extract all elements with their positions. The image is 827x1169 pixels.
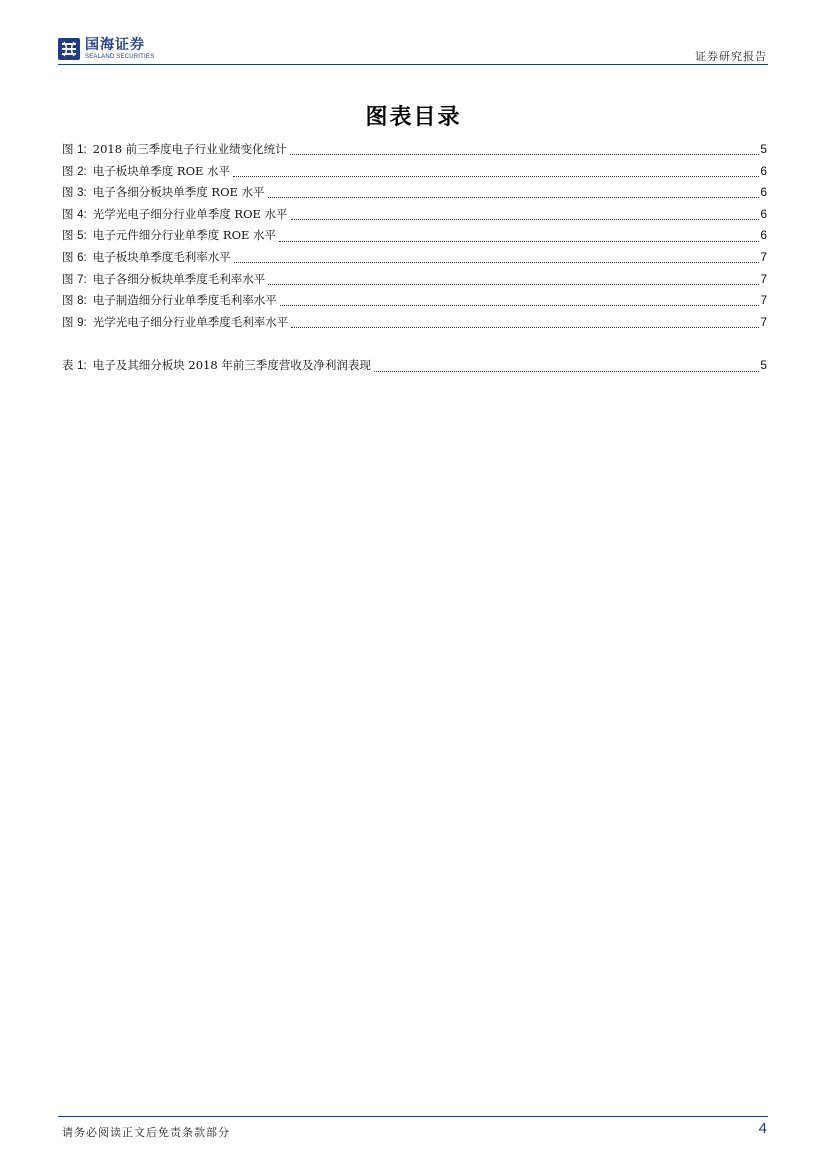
- figure-entry[interactable]: [62, 204, 767, 226]
- entry-page-number: 7: [760, 271, 767, 286]
- entry-prefix: 图: [62, 271, 74, 286]
- figure-entry[interactable]: [62, 225, 767, 247]
- entry-title: 电子制造细分行业单季度毛利率水平: [92, 293, 277, 308]
- figure-entry[interactable]: [62, 290, 767, 312]
- dot-leader: [234, 262, 760, 263]
- entry-title: 电子板块单季度毛利率水平: [92, 249, 231, 264]
- entry-prefix: 图: [62, 163, 74, 178]
- entry-page-number: 7: [760, 249, 767, 264]
- page-number: 4: [758, 1120, 767, 1137]
- entry-page-number: 6: [760, 163, 767, 178]
- dot-leader: [280, 305, 760, 306]
- figure-list: [62, 139, 767, 333]
- entry-title: 电子各细分板块单季度 ROE 水平: [92, 185, 265, 200]
- entry-number: 4:: [77, 208, 87, 221]
- figure-entry[interactable]: [62, 247, 767, 269]
- entry-label: [62, 139, 87, 162]
- entry-prefix: 图: [62, 142, 74, 156]
- report-type-label: 证券研究报告: [695, 50, 767, 63]
- logo-text: [85, 38, 154, 60]
- footer-divider: [58, 1116, 768, 1117]
- sealand-logo-icon: [58, 38, 80, 60]
- disclaimer-notice: 请务必阅读正文后免责条款部分: [62, 1126, 230, 1139]
- entry-number: 5:: [77, 230, 87, 243]
- entry-prefix: 图: [62, 185, 74, 200]
- entry-prefix: 图: [62, 206, 74, 221]
- entry-prefix: 图: [62, 228, 74, 243]
- entry-label: [62, 161, 87, 184]
- entry-label: [62, 290, 87, 313]
- section-gap: [62, 333, 767, 355]
- entry-number: 9:: [77, 316, 87, 329]
- entry-label: [62, 312, 87, 335]
- figure-entry[interactable]: [62, 269, 767, 291]
- entry-label: [62, 269, 87, 292]
- table-list: [62, 355, 767, 377]
- entry-prefix: 图: [62, 293, 74, 308]
- page-header: [0, 0, 827, 70]
- header-divider: [58, 64, 768, 65]
- entry-label: [62, 204, 87, 227]
- entry-page-number: 6: [760, 185, 767, 200]
- dot-leader: [374, 371, 759, 372]
- dot-leader: [268, 197, 760, 198]
- figure-table-of-contents: [62, 139, 767, 377]
- entry-number: 8:: [77, 295, 87, 308]
- dot-leader: [268, 284, 759, 285]
- entry-title: 电子元件细分行业单季度 ROE 水平: [92, 228, 277, 243]
- entry-page-number: 7: [760, 293, 767, 308]
- entry-page-number: 5: [760, 142, 767, 156]
- figure-entry[interactable]: [62, 312, 767, 334]
- dot-leader: [279, 241, 759, 242]
- entry-title: 光学光电子细分行业单季度 ROE 水平: [92, 206, 288, 221]
- figure-entry[interactable]: [62, 161, 767, 183]
- company-logo: [58, 37, 154, 61]
- entry-label: [62, 182, 87, 205]
- entry-label: [62, 225, 87, 248]
- entry-number: 3:: [77, 187, 87, 200]
- figure-entry[interactable]: [62, 182, 767, 204]
- entry-number: 1:: [77, 144, 87, 156]
- entry-page-number: 7: [760, 314, 767, 329]
- entry-prefix: 图: [62, 314, 74, 329]
- entry-label: [62, 355, 87, 378]
- entry-number: 6:: [77, 251, 87, 264]
- entry-prefix: 表: [62, 358, 74, 373]
- dot-leader: [291, 219, 760, 220]
- entry-title: 电子板块单季度 ROE 水平: [92, 163, 231, 178]
- logo-english-name: SEALAND SECURITIES: [85, 54, 155, 60]
- entry-number: 2:: [77, 165, 87, 178]
- entry-number: 1:: [77, 360, 87, 373]
- dot-leader: [233, 176, 759, 177]
- entry-page-number: 5: [760, 358, 767, 373]
- figure-entry[interactable]: [62, 139, 767, 161]
- entry-page-number: 6: [760, 206, 767, 221]
- entry-title: 2018 前三季度电子行业业绩变化统计: [92, 142, 287, 156]
- entry-title: 光学光电子细分行业单季度毛利率水平: [92, 314, 289, 329]
- logo-chinese-name: 国海证券: [85, 37, 145, 53]
- entry-page-number: 6: [760, 228, 767, 243]
- entry-prefix: 图: [62, 249, 74, 264]
- entry-label: [62, 247, 87, 270]
- dot-leader: [291, 327, 759, 328]
- page-title: 图表目录: [365, 104, 462, 130]
- entry-number: 7:: [77, 273, 87, 286]
- entry-title: 电子各细分板块单季度毛利率水平: [92, 271, 266, 286]
- dot-leader: [290, 154, 760, 155]
- table-entry[interactable]: [62, 355, 767, 377]
- entry-title: 电子及其细分板块 2018 年前三季度营收及净利润表现: [92, 358, 371, 373]
